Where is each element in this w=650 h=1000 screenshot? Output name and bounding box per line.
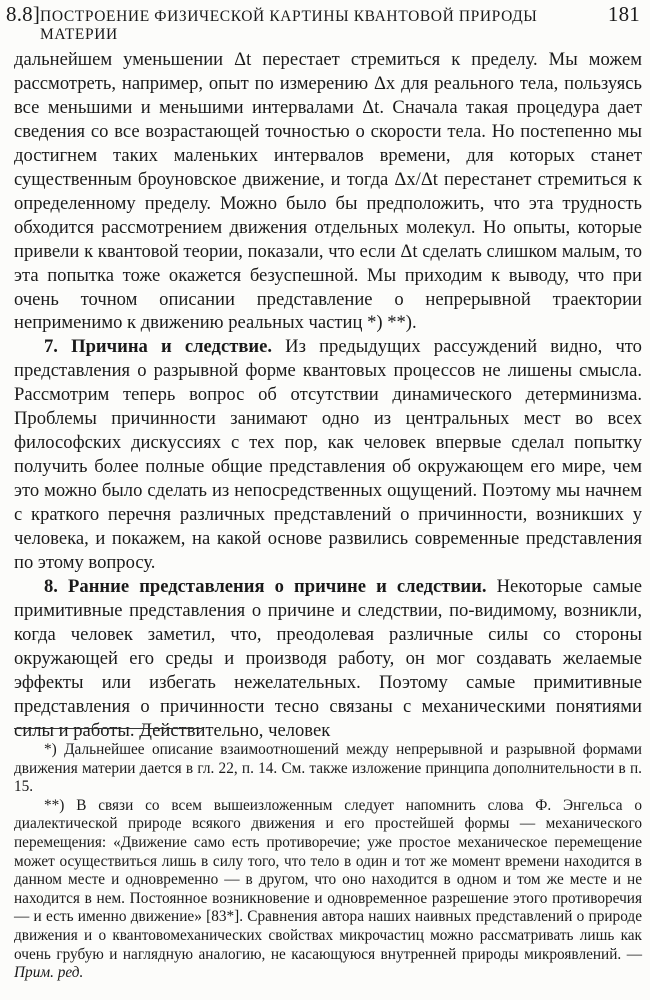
page-number: 181	[607, 2, 640, 26]
footnote-divider	[14, 728, 202, 729]
section-8-text: Некоторые самые примитивные представления о причине и следствии, по-видимому, возникли, когда человек заметил, что, преодолевая различные силы со стороны окружающей его среды и производя работу, он мог создавать желаемые эффекты или избегать нежелательных. Поэтому самые примитивные представления о причинности тесно связаны с механическими понятиями силы и работы. Действительно, человек	[14, 575, 642, 741]
section-8-paragraph	[14, 575, 642, 743]
paragraph-continued: дальнейшем уменьшении Δt перестает стремиться к пределу. Мы можем рассмотреть, например, опыт по измерению Δx для реального тела, пользуясь все меньшими и меньшими интервалами Δt. Сначала такая процедура дает сведения со все возрастающей точностью о скорости тела. Но постепенно мы достигнем таких маленьких интервалов времени, для которых станет существенным броуновское движение, и тогда Δx/Δt перестанет стремиться к определенному пределу. Можно было бы предположить, что эта трудность обходится рассмотрением движения отдельных молекул. Но опыты, которые привели к квантовой теории, показали, что если Δt сделать слишком малым, то эта попытка тоже окажется безуспешной. Мы приходим к выводу, что при очень точном описании представление о непрерывной траектории неприменимо к движению реальных частиц *) **).	[14, 49, 642, 334]
running-title: ПОСТРОЕНИЕ ФИЗИЧЕСКОЙ КАРТИНЫ КВАНТОВОЙ ПРИРОДЫ МАТЕРИИ	[40, 8, 538, 43]
footnote-1: *) Дальнейшее описание взаимоотношений между непрерывной и разрывной формами движения материи дается в гл. 22, п. 14. См. также изложение принципа дополнительности в п. 15.	[14, 741, 642, 796]
section-7-paragraph	[14, 335, 642, 575]
editor-note-sign: Прим. ред.	[14, 964, 84, 982]
section-7-heading: 7. Причина и следствие.	[44, 336, 272, 358]
running-header	[6, 2, 640, 43]
section-7-text: Из предыдущих рассуждений видно, что представления о разрывной форме квантовых процессов не лишены смысла. Рассмотрим теперь вопрос об отсутствии динамического детерминизма. Проблемы причинности занимают одно из центральных мест во всех философских дискуссиях с тех пор, как человек впервые сделал попытку получить более полные общие представления об окружающем его мире, чем это можно было сделать из непосредственных ощущений. Поэтому мы начнем с краткого перечня различных представлений о причинности, возникших у человека, и покажем, на какой основе развились современные представления по этому вопросу.	[14, 336, 642, 574]
section-number: 8.8]	[6, 2, 41, 26]
footnotes	[14, 741, 642, 983]
footnote-2-text: **) В связи со всем вышеизложенным следует напомнить слова Ф. Энгельса о диалектической природе всякого движения и его простейшей формы — механического перемещения: «Движение само есть противоречие; уже простое механическое перемещение может осуществиться лишь в силу того, что тело в один и тот же момент времени находится в данном месте и одновременно — в другом, что оно находится в одном и том же месте и не находится в нем. Постоянное возникновение и одновременное разрешение этого противоречия — и есть именно движение» [83*]. Сравнения автора наших наивных представлений о природе движения и о квантовомеханических свойствах микрочастиц можно рассматривать лишь как очень грубую и наглядную аналогию, не касающуюся внутренней природы микроявлений. —	[14, 796, 642, 963]
main-text	[14, 48, 642, 743]
footnote-2	[14, 797, 642, 983]
section-8-heading: 8. Ранние представления о причине и следствии.	[44, 575, 487, 597]
